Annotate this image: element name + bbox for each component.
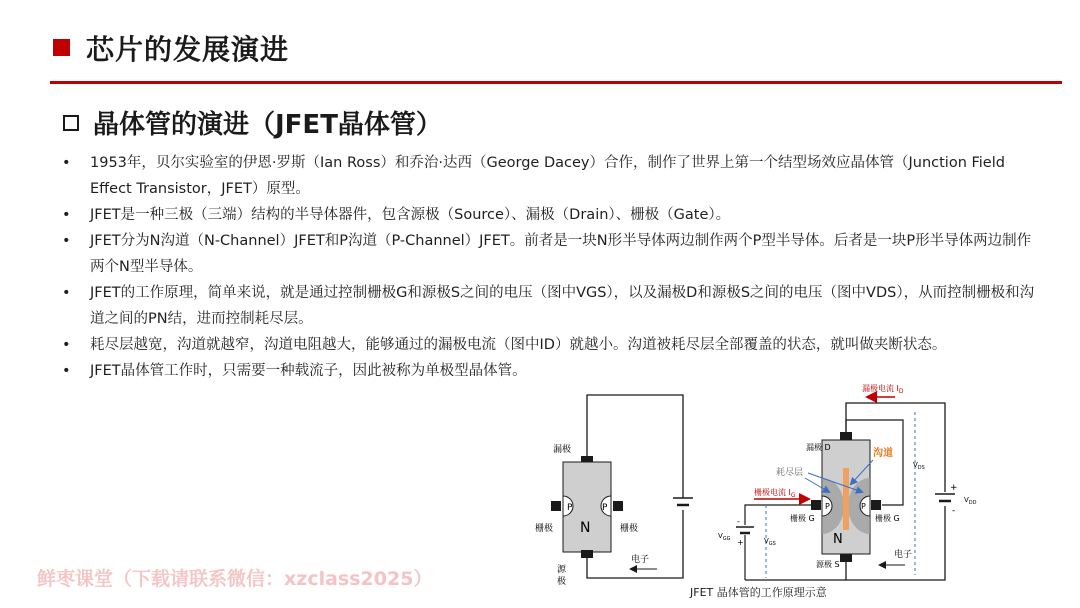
left-jfet-diagram	[535, 395, 693, 587]
gate-current-label: 栅极电流 $I_G$	[754, 488, 796, 499]
channel-band	[843, 468, 849, 530]
drain-label: 漏极 D	[806, 443, 831, 452]
gate-terminal-left	[551, 501, 561, 511]
bullet-text: 1953年，贝尔实验室的伊恩·罗斯（Ian Ross）和乔治·达西（George Dacey）合作，制作了世界上第一个结型场效应晶体管（Junction Field Effect Transistor，JFET）原型。	[90, 155, 1005, 197]
drain-terminal	[840, 432, 852, 440]
gate-terminal-left	[811, 500, 821, 510]
depletion-label: 耗尽层	[776, 468, 804, 478]
figure-caption: JFET 晶体管的工作原理示意	[690, 586, 827, 599]
source-terminal	[581, 550, 593, 558]
drain-current-label: 漏极电流 $I_D$	[862, 384, 904, 395]
bullet-dot: •	[62, 155, 71, 171]
bullet-dot: •	[62, 233, 71, 249]
vgg-plus: +	[737, 538, 744, 547]
n-label: N	[833, 532, 843, 547]
gate-label-right: 栅极	[620, 524, 639, 534]
vdd-minus: -	[952, 506, 956, 516]
bullet-text: JFET分为N沟道（N-Channel）JFET和P沟道（P-Channel）JFET。前者是一块N形半导体两边制作两个P型半导体。后者是一块P形半导体两边制作两个N型半导体。	[90, 233, 1032, 275]
bullet-dot: •	[62, 363, 71, 379]
n-label: N	[580, 520, 591, 536]
electron-label: 电子	[631, 555, 650, 565]
bullet-text: JFET是一种三极（三端）结构的半导体器件，包含源极（Source）、漏极（Drain）、栅极（Gate）。	[90, 207, 731, 223]
bullet-text: JFET的工作原理，简单来说，就是通过控制栅极G和源极S之间的电压（图中VGS），以及漏极D和源极S之间的电压（图中VDS），从而控制栅极和沟道之间的PN结，进而控制耗尽层。	[90, 285, 1035, 327]
source-label-1: 源	[557, 565, 567, 575]
vdd-label: $V_{DD}$	[964, 496, 977, 506]
gate-label-right: 栅极 G	[875, 514, 900, 523]
bullet-dot: •	[62, 207, 71, 223]
p-label-right: P	[602, 503, 608, 513]
vgg-label: $V_{GG}$	[718, 532, 731, 542]
gate-label-left: 栅极 G	[790, 514, 815, 523]
vgs-label: $V_{GS}$	[764, 537, 776, 547]
vgg-minus: -	[737, 517, 740, 526]
right-jfet-diagram	[718, 383, 977, 580]
bullet-dot: •	[62, 285, 71, 301]
gate-label-left: 栅极	[535, 524, 554, 534]
channel-label: 沟道	[873, 448, 893, 459]
source-label: 源极 S	[816, 560, 840, 569]
drain-label: 漏极	[553, 445, 572, 455]
p-label-left: P	[825, 502, 830, 511]
gate-terminal-right	[613, 501, 623, 511]
bullet-text: JFET晶体管工作时，只需要一种载流子，因此被称为单极型晶体管。	[90, 363, 527, 379]
source-terminal	[840, 554, 852, 562]
p-label-right: P	[861, 502, 866, 511]
section-title: 晶体管的演进（JFET晶体管）	[93, 110, 442, 140]
source-label-2: 极	[557, 577, 567, 587]
vds-label: $V_{DS}$	[913, 461, 925, 471]
electron-label: 电子	[894, 550, 913, 560]
page-title: 芯片的发展演进	[86, 33, 290, 66]
bullet-text: 耗尽层越宽，沟道就越窄，沟道电阻越大，能够通过的漏极电流（图中ID）就越小。沟道被耗尽层全部覆盖的状态，就叫做夹断状态。	[90, 337, 947, 353]
watermark-text: 鲜枣课堂（下载请联系微信：xzclass2025）	[37, 568, 433, 590]
gate-terminal-right	[871, 500, 881, 510]
p-label-left: P	[567, 503, 573, 513]
vdd-plus: +	[950, 483, 958, 493]
bullet-dot: •	[62, 337, 71, 353]
